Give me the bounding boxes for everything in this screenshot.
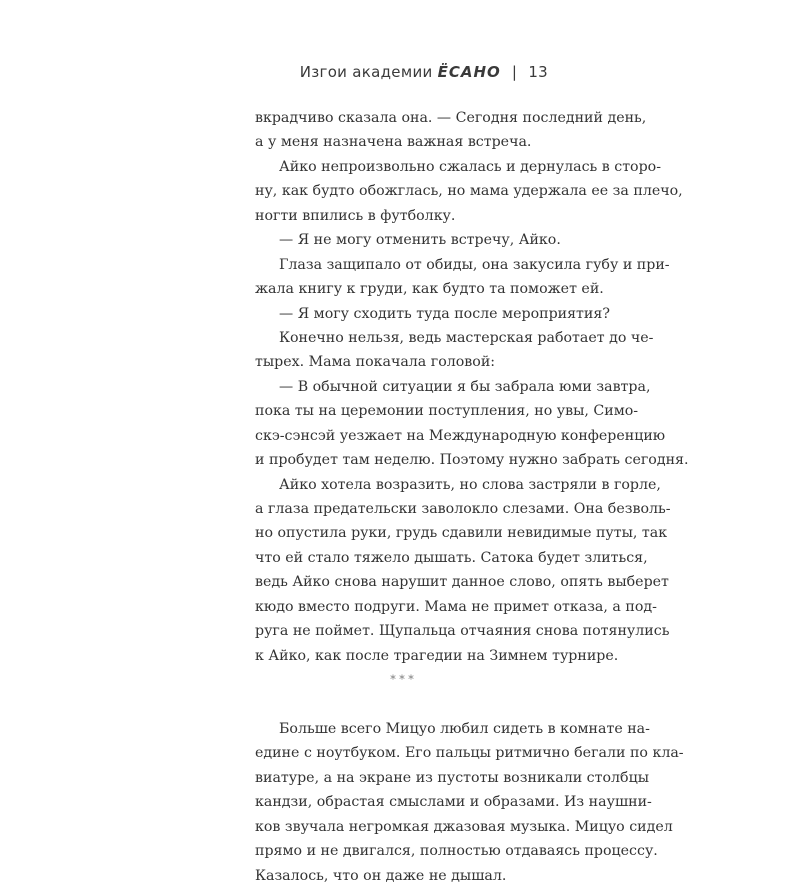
text-line: Айко непроизвольно сжалась и дернулась в сторо-: [279, 158, 662, 175]
text-line: пока ты на церемонии поступления, но увы, Симо-: [255, 403, 639, 420]
book-title: Изгои академии: [299, 63, 433, 81]
blank-line: [255, 693, 549, 717]
text-line: тырех. Мама покачала головой:: [255, 354, 496, 371]
text-line: едине с ноутбуком. Его пальцы ритмично бегали по кла-: [255, 745, 684, 762]
text-line: к Айко, как после трагедии на Зимнем турнире.: [255, 647, 619, 664]
text-line: кандзи, обрастая смыслами и образами. Из наушни-: [255, 794, 652, 811]
header-separator: |: [511, 63, 518, 81]
text-line: а глаза предательски заволокло слезами. Она безволь-: [255, 501, 671, 517]
text-line: Глаза защипало от обиды, она закусила губу и при-: [279, 256, 670, 273]
page-number: 13: [528, 63, 548, 81]
text-line: что ей стало тяжело дышать. Сатока будет злиться,: [255, 549, 648, 566]
text-line: ну, как будто обожглась, но мама удержала ее за плечо,: [255, 183, 683, 200]
text-line: Больше всего Мицуо любил сидеть в комнате на-: [279, 720, 650, 737]
book-title-logo: ЁСАНО: [437, 63, 501, 81]
text-line: Конечно нельзя, ведь мастерская работает до че-: [279, 329, 654, 346]
text-line: ногти впились в футболку.: [255, 207, 456, 224]
text-line: виатуре, а на экране из пустоты возникали столбцы: [255, 769, 649, 786]
text-line: жала книгу к груди, как будто та поможет ей.: [255, 281, 604, 298]
text-line: Айко хотела возразить, но слова застряли в горле,: [279, 476, 661, 493]
text-line: кюдо вместо подруги. Мама не примет отказа, а под-: [255, 598, 657, 615]
text-line: вкрадчиво сказала она. — Сегодня последний день,: [255, 110, 647, 126]
text-line: ков звучала негромкая джазовая музыка. Мицуо сидел: [255, 818, 673, 835]
text-line: — В обычной ситуации я бы забрала юми завтра,: [279, 378, 651, 395]
section-break: * * *: [390, 673, 414, 687]
text-line: руга не поймет. Щупальца отчаяния снова потянулись: [255, 623, 670, 640]
text-line: — Я могу сходить туда после мероприятия?: [279, 305, 610, 322]
text-line: но опустила руки, грудь сдавили невидимые путы, так: [255, 525, 668, 542]
running-header: [300, 63, 548, 81]
text-line: Казалось, что он даже не дышал.: [255, 867, 507, 884]
text-line: скэ-сэнсэй уезжает на Международную конференцию: [255, 427, 666, 444]
text-line: ведь Айко снова нарушит данное слово, опять выберет: [255, 574, 669, 591]
body-text: [255, 106, 689, 888]
text-line: а у меня назначена важная встреча.: [255, 134, 532, 151]
text-line: — Я не могу отменить встречу, Айко.: [279, 232, 561, 249]
text-line: и пробудет там неделю. Поэтому нужно забрать сегодня.: [255, 452, 689, 469]
text-line: прямо и не двигался, полностью отдаваясь процессу.: [255, 843, 658, 860]
